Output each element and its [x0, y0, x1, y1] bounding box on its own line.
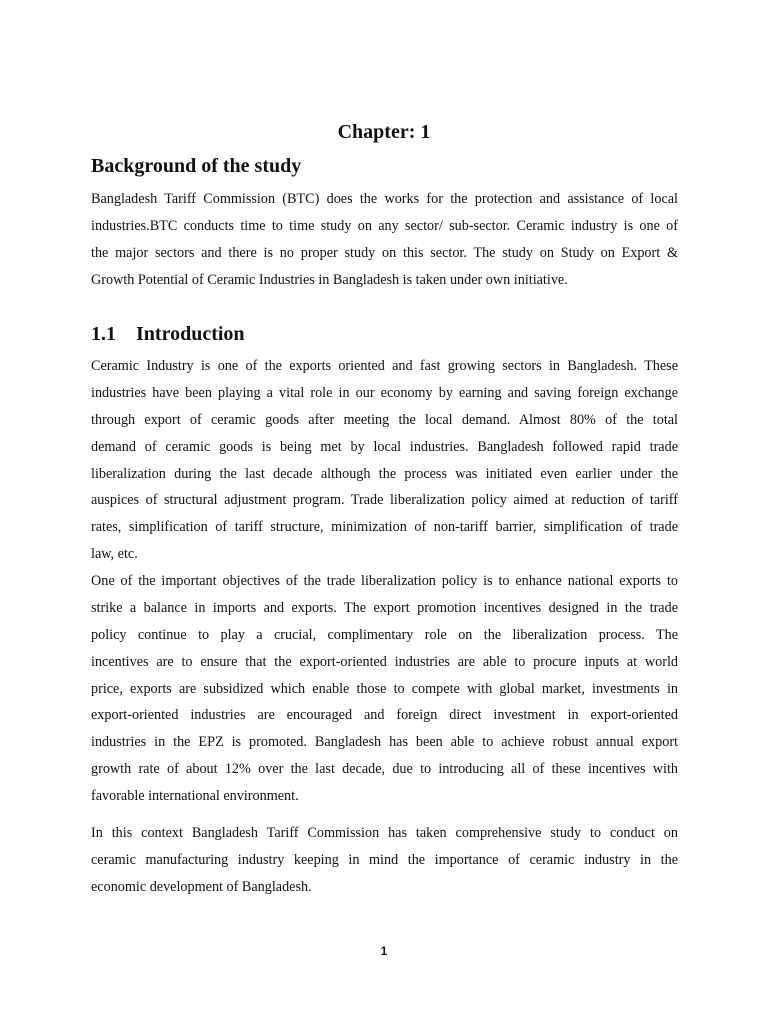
- text-line: demand of ceramic goods is being met by local industries. Bangladesh followed rapid trade: [91, 438, 678, 455]
- background-paragraph: [91, 186, 678, 294]
- text-line: through export of ceramic goods after meeting the local demand. Almost 80% of the total: [91, 411, 678, 428]
- introduction-paragraph-1: [91, 353, 678, 568]
- section-title: Introduction: [136, 323, 245, 345]
- text-line: Bangladesh Tariff Commission (BTC) does the works for the protection and assistance of local: [91, 191, 678, 207]
- page-number: 1: [380, 944, 388, 958]
- chapter-title: Chapter: 1: [337, 121, 431, 143]
- text-line: industries in the EPZ is promoted. Bangladesh has been able to achieve robust annual export: [91, 734, 678, 751]
- introduction-paragraph-2: [91, 568, 678, 810]
- text-line: industries.BTC conducts time to time study on any sector/ sub-sector. Ceramic industry is one of: [91, 217, 678, 234]
- section-number: 1.1: [91, 323, 116, 345]
- text-line: One of the important objectives of the trade liberalization policy is to enhance national exports to: [91, 573, 678, 589]
- text-line: export-oriented industries are encouraged and foreign direct investment in export-oriented: [91, 707, 678, 724]
- text-line: growth rate of about 12% over the last decade, due to introducing all of these incentives with: [91, 761, 678, 778]
- text-line: the major sectors and there is no proper study on this sector. The study on Study on Export &: [91, 244, 678, 261]
- text-line: favorable international environment.: [91, 788, 299, 805]
- text-line: industries have been playing a vital role in our economy by earning and saving foreign exchange: [91, 384, 678, 401]
- text-line: auspices of structural adjustment program. Trade liberalization policy aimed at reduction of tariff: [91, 492, 678, 509]
- text-line: policy continue to play a crucial, complimentary role on the liberalization process. The: [91, 626, 678, 643]
- introduction-paragraph-3: [91, 820, 678, 901]
- text-line: Growth Potential of Ceramic Industries in Bangladesh is taken under own initiative.: [91, 271, 568, 288]
- text-line: strike a balance in imports and exports. The export promotion incentives designed in the trade: [91, 599, 678, 616]
- text-line: Ceramic Industry is one of the exports oriented and fast growing sectors in Bangladesh. These: [91, 358, 678, 374]
- text-line: liberalization during the last decade although the process was initiated even earlier under the: [91, 465, 678, 482]
- introduction-heading: [91, 322, 245, 346]
- text-line: ceramic manufacturing industry keeping in mind the importance of ceramic industry in the: [91, 851, 678, 868]
- text-line: economic development of Bangladesh.: [91, 878, 312, 895]
- text-line: price, exports are subsidized which enable those to compete with global market, investments in: [91, 680, 678, 697]
- text-line: rates, simplification of tariff structure, minimization of non-tariff barrier, simplification of trade: [91, 519, 678, 536]
- text-line: In this context Bangladesh Tariff Commission has taken comprehensive study to conduct on: [91, 825, 678, 841]
- text-line: law, etc.: [91, 546, 138, 563]
- text-line: incentives are to ensure that the export-oriented industries are able to procure inputs at world: [91, 653, 678, 670]
- background-heading: Background of the study: [91, 155, 302, 177]
